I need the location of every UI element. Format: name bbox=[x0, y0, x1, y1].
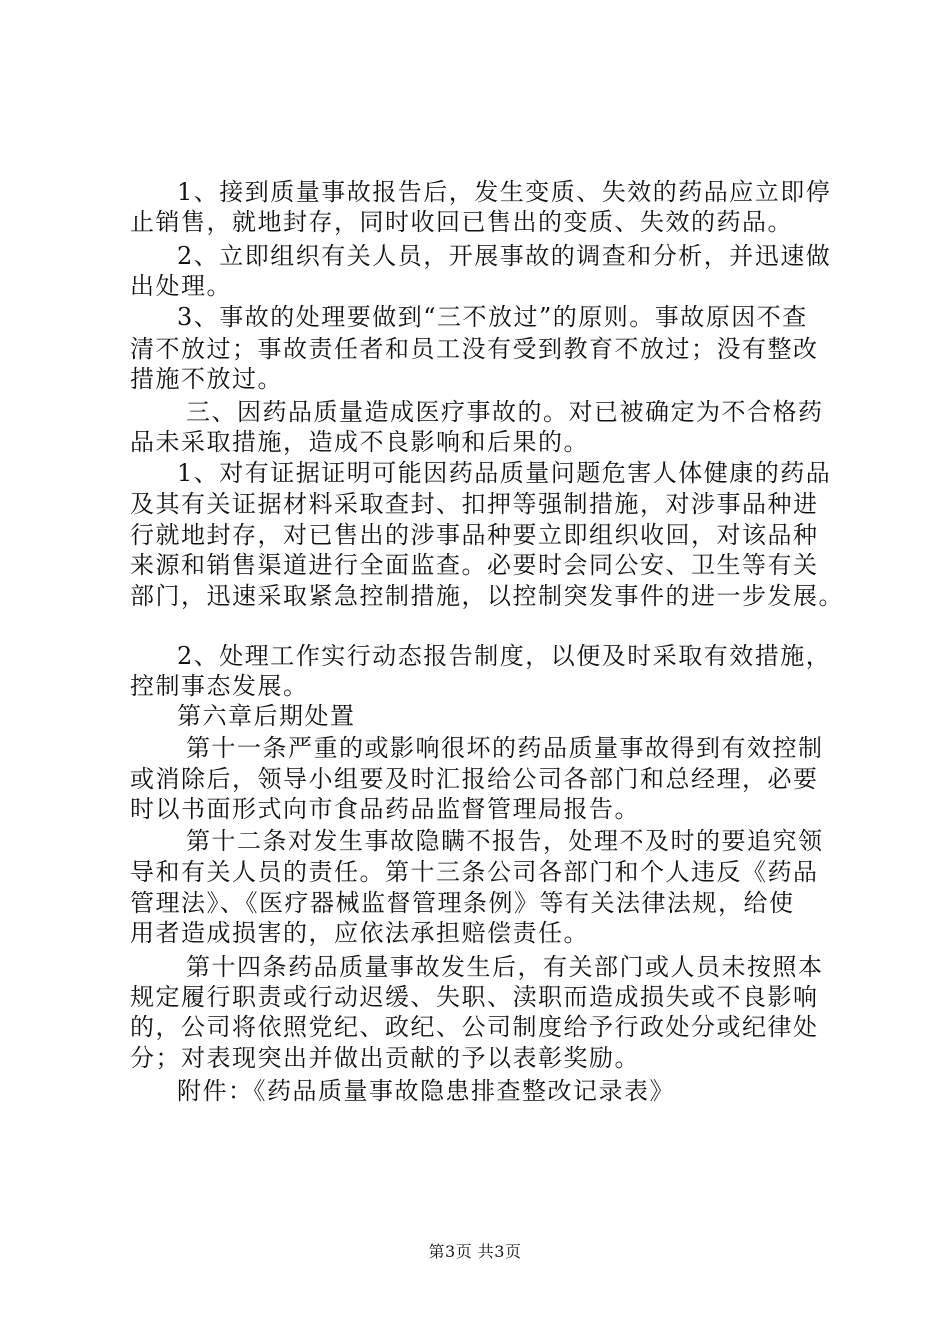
paragraph-line: 来源和销售渠道进行全面监查。必要时会同公安、卫生等有关 bbox=[130, 551, 819, 579]
paragraph-line: 分；对表现突出并做出贡献的予以表彰奖励。 bbox=[130, 1044, 640, 1072]
paragraph-line: 或消除后，领导小组要及时汇报给公司各部门和总经理，必要 bbox=[130, 765, 819, 793]
paragraph-line: 2、立即组织有关人员，开展事故的调查和分析，并迅速做 bbox=[177, 242, 832, 270]
chapter-heading: 第六章后期处置 bbox=[177, 702, 356, 730]
paragraph-line: 措施不放过。 bbox=[130, 365, 283, 393]
paragraph-line: 止销售，就地封存，同时收回已售出的变质、失效的药品。 bbox=[130, 208, 793, 236]
paragraph-line: 行就地封存，对已售出的涉事品种要立即组织收回，对该品种 bbox=[130, 521, 819, 549]
paragraph-line: 清不放过；事故责任者和员工没有受到教育不放过；没有整改 bbox=[130, 335, 819, 363]
paragraph-line: 1、对有证据证明可能因药品质量问题危害人体健康的药品 bbox=[177, 459, 832, 487]
paragraph-line: 管理法》、《医疗器械监督管理条例》等有关法律法规，给使 bbox=[130, 889, 795, 917]
paragraph-line: 用者造成损害的，应依法承担赔偿责任。 bbox=[130, 919, 589, 947]
paragraph-line: 第十一条严重的或影响很坏的药品质量事故得到有效控制 bbox=[186, 734, 824, 762]
paragraph-line: 控制事态发展。 bbox=[130, 672, 309, 700]
paragraph-line: 及其有关证据材料采取查封、扣押等强制措施，对涉事品种进 bbox=[130, 490, 819, 518]
paragraph-line: 规定履行职责或行动迟缓、失职、渎职而造成损失或不良影响 bbox=[130, 983, 819, 1011]
paragraph-line: 三、因药品质量造成医疗事故的。对已被确定为不合格药 bbox=[186, 398, 824, 426]
paragraph-line: 导和有关人员的责任。第十三条公司各部门和个人违反《药品 bbox=[130, 858, 819, 886]
paragraph-line: 的，公司将依照党纪、政纪、公司制度给予行政处分或纪律处 bbox=[130, 1013, 819, 1041]
page-number-footer: 第3页 共3页 bbox=[428, 1242, 522, 1261]
paragraph-line: 第十二条对发生事故隐瞒不报告，处理不及时的要追究领 bbox=[186, 827, 824, 855]
paragraph-line: 第十四条药品质量事故发生后，有关部门或人员未按照本 bbox=[186, 953, 824, 981]
paragraph-line: 部门，迅速采取紧急控制措施，以控制突发事件的进一步发展。 bbox=[130, 582, 844, 610]
paragraph-line: 品未采取措施，造成不良影响和后果的。 bbox=[130, 428, 589, 456]
paragraph-line: 时以书面形式向市食品药品监督管理局报告。 bbox=[130, 795, 640, 823]
paragraph-line: 3、事故的处理要做到“三不放过”的原则。事故原因不查 bbox=[177, 303, 808, 331]
attachment-line: 附件：《药品质量事故隐患排查整改记录表》 bbox=[177, 1077, 675, 1105]
paragraph-line: 1、接到质量事故报告后，发生变质、失效的药品应立即停 bbox=[177, 178, 832, 206]
paragraph-line: 出处理。 bbox=[130, 272, 232, 300]
paragraph-line: 2、处理工作实行动态报告制度，以便及时采取有效措施， bbox=[177, 642, 832, 670]
